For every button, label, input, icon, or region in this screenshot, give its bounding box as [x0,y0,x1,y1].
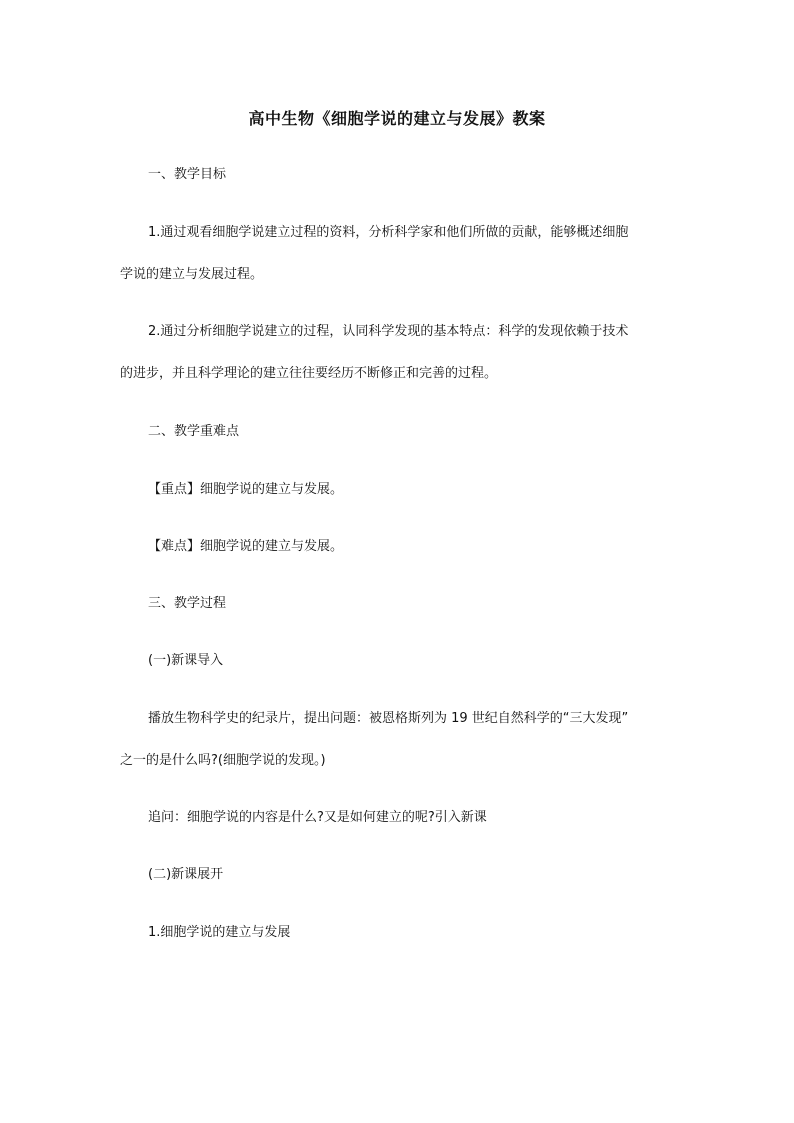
item-1-heading: 1.细胞学说的建立与发展 [148,925,291,940]
goal-1-line-1: 1.通过观看细胞学说建立过程的资料，分析科学家和他们所做的贡献，能够概述细胞 [148,225,629,240]
difficult-point-text: 【难点】细胞学说的建立与发展。 [148,539,344,554]
goal-1-line-2: 学说的建立与发展过程。 [120,267,264,282]
subsection-heading-new-lesson: (二)新课展开 [148,867,224,882]
document-title: 高中生物《细胞学说的建立与发展》教案 [248,109,546,128]
goal-2-line-2: 的进步，并且科学理论的建立往往要经历不断修正和完善的过程。 [120,366,498,381]
intro-line-2: 之一的是什么吗?(细胞学说的发现。) [120,753,326,768]
subsection-heading-intro: (一)新课导入 [148,653,224,668]
section-heading-key-points: 二、教学重难点 [148,424,240,439]
section-heading-goals: 一、教学目标 [148,167,227,182]
intro-line-1: 播放生物科学史的纪录片，提出问题：被恩格斯列为 19 世纪自然科学的“三大发现” [148,711,629,726]
section-heading-process: 三、教学过程 [148,596,227,611]
followup-text: 追问：细胞学说的内容是什么?又是如何建立的呢?引入新课 [148,810,487,825]
goal-2-line-1: 2.通过分析细胞学说建立的过程，认同科学发现的基本特点：科学的发现依赖于技术 [148,324,629,339]
key-point-text: 【重点】细胞学说的建立与发展。 [148,482,344,497]
